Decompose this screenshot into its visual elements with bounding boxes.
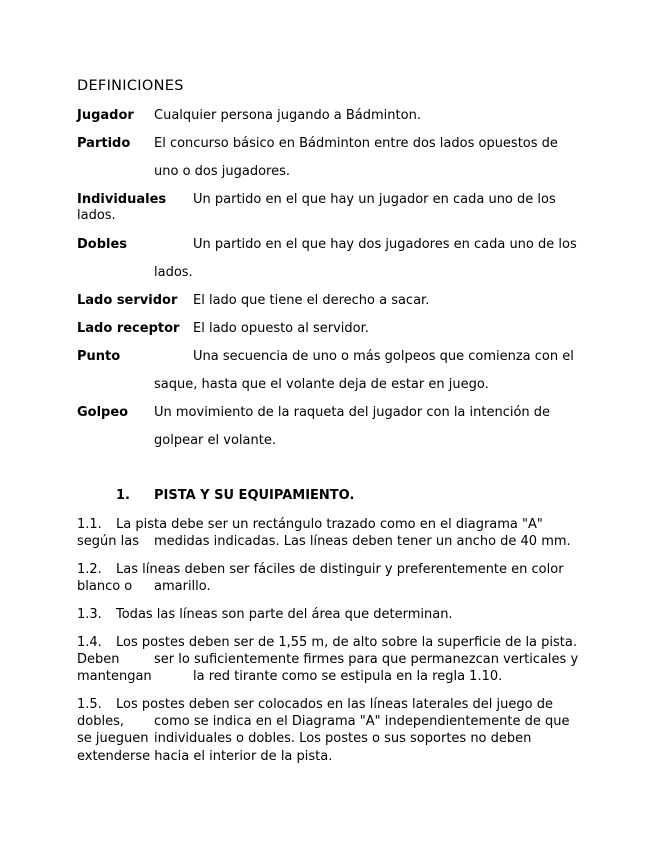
- rule-1-2-number: 1.2.: [77, 562, 102, 577]
- term-golpeo: Golpeo: [77, 405, 129, 420]
- rule-1-5-line2a: dobles,: [77, 714, 124, 729]
- term-lado-receptor: Lado receptor: [77, 321, 180, 336]
- definition-individuales-line1: Un partido en el que hay un jugador en cada uno de los: [193, 192, 556, 207]
- section-number: 1.: [116, 488, 130, 503]
- rule-1-4-line3b: la red tirante como se estipula en la regla 1.10.: [193, 669, 503, 684]
- definition-punto-line2: saque, hasta que el volante deja de estar en juego.: [154, 377, 489, 392]
- rule-1-5-line4: extenderse hacia el interior de la pista.: [77, 749, 333, 764]
- rule-1-2-line1: Las líneas deben ser fáciles de distinguir y preferentemente en color: [116, 562, 564, 577]
- rule-1-5-line2b: como se indica en el Diagrama "A" independientemente de que: [154, 714, 570, 729]
- term-lado-servidor: Lado servidor: [77, 293, 178, 308]
- definition-golpeo-line1: Un movimiento de la raqueta del jugador con la intención de: [154, 405, 551, 420]
- definition-jugador-line1: Cualquier persona jugando a Bádminton.: [154, 108, 421, 123]
- rule-1-1-line2a: según las: [77, 534, 139, 549]
- rule-1-5-line1: Los postes deben ser colocados en las líneas laterales del juego de: [116, 697, 553, 712]
- definition-individuales-line2: lados.: [77, 208, 116, 223]
- rule-1-3-number: 1.3.: [77, 607, 102, 622]
- rule-1-1-line2b: medidas indicadas. Las líneas deben tener un ancho de 40 mm.: [154, 534, 571, 549]
- section-title: PISTA Y SU EQUIPAMIENTO.: [154, 488, 355, 503]
- term-jugador: Jugador: [77, 108, 134, 123]
- rule-1-4-number: 1.4.: [77, 635, 102, 650]
- rule-1-1-number: 1.1.: [77, 517, 102, 532]
- term-punto: Punto: [77, 349, 121, 364]
- definition-partido-line1: El concurso básico en Bádminton entre dos lados opuestos de: [154, 136, 558, 151]
- definition-punto-line1: Una secuencia de uno o más golpeos que comienza con el: [193, 349, 574, 364]
- term-dobles: Dobles: [77, 237, 128, 252]
- rule-1-5-line3a: se jueguen: [77, 731, 149, 746]
- definition-lado-receptor-line1: El lado opuesto al servidor.: [193, 321, 369, 336]
- definition-partido-line2: uno o dos jugadores.: [154, 164, 290, 179]
- rule-1-2-line2b: amarillo.: [154, 579, 211, 594]
- rule-1-4-line2b: ser lo suficientemente firmes para que permanezcan verticales y: [154, 652, 579, 667]
- rule-1-2-line2a: blanco o: [77, 579, 133, 594]
- rule-1-4-line1: Los postes deben ser de 1,55 m, de alto sobre la superficie de la pista.: [116, 635, 577, 650]
- rule-1-5-line3b: individuales o dobles. Los postes o sus soportes no deben: [154, 731, 532, 746]
- rule-1-4-line2a: Deben: [77, 652, 120, 667]
- rule-1-1-line1: La pista debe ser un rectángulo trazado como en el diagrama "A": [116, 517, 543, 532]
- definition-dobles-line2: lados.: [154, 265, 193, 280]
- rule-1-4-line3a: mantengan: [77, 669, 152, 684]
- definition-dobles-line1: Un partido en el que hay dos jugadores en cada uno de los: [193, 237, 577, 252]
- definition-golpeo-line2: golpear el volante.: [154, 433, 276, 448]
- rule-1-5-number: 1.5.: [77, 697, 102, 712]
- term-individuales: Individuales: [77, 192, 167, 207]
- term-partido: Partido: [77, 136, 131, 151]
- definition-lado-servidor-line1: El lado que tiene el derecho a sacar.: [193, 293, 430, 308]
- rule-1-3-line1: Todas las líneas son parte del área que determinan.: [116, 607, 453, 622]
- definitions-heading: DEFINICIONES: [77, 78, 184, 94]
